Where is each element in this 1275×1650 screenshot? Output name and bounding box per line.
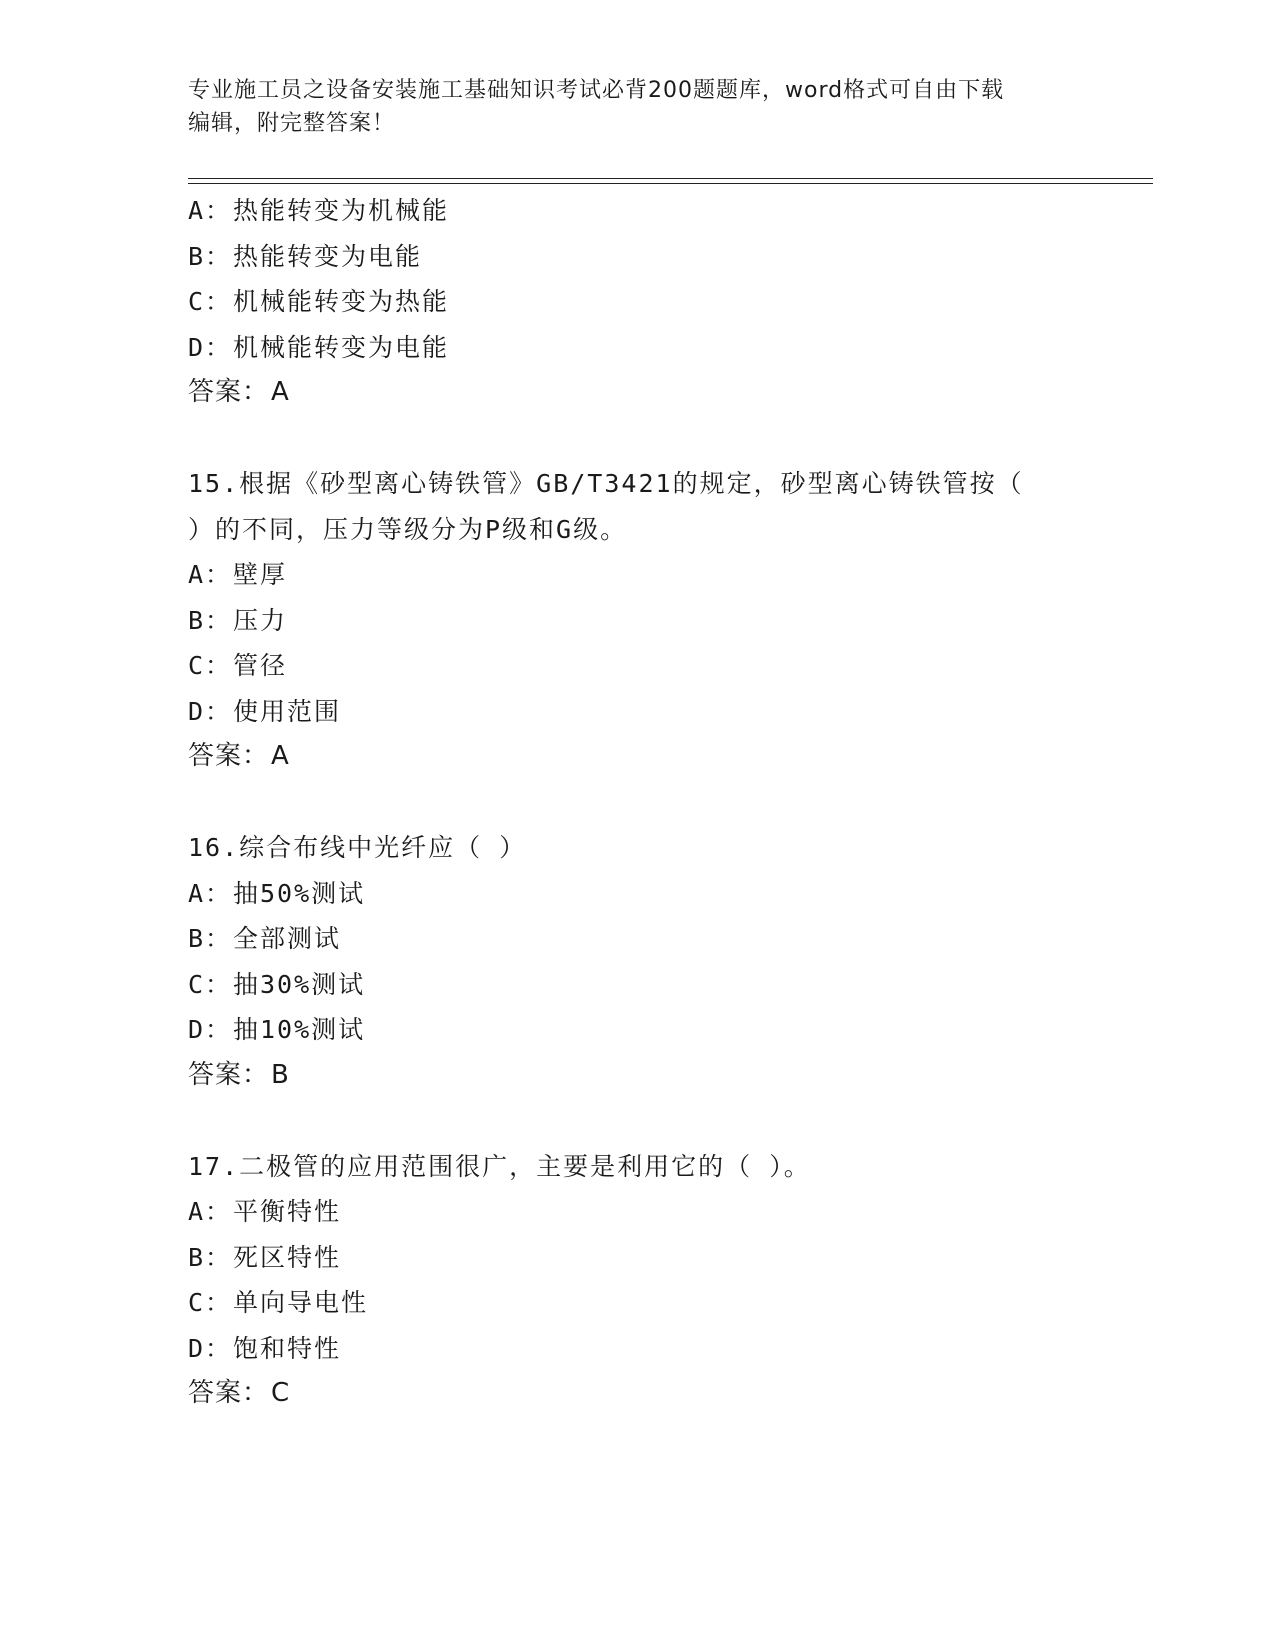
option-b: [188, 598, 1088, 644]
option-letter: B：: [188, 605, 233, 635]
header-line-2: 编辑，附完整答案！: [188, 111, 396, 136]
option-letter: C：: [188, 969, 233, 999]
option-letter: A：: [188, 560, 233, 589]
spacer: [188, 416, 1088, 462]
option-c: [188, 279, 1088, 325]
answer-label: 答案：: [188, 741, 270, 771]
answer-value: B: [271, 1059, 290, 1090]
answer-line: [188, 734, 1088, 780]
option-text: 热能转变为机械能: [233, 196, 450, 225]
answer-value: C: [271, 1378, 291, 1408]
option-text: 热能转变为电能: [233, 241, 423, 271]
option-letter: A：: [188, 878, 233, 908]
question-list: [188, 188, 1088, 1417]
option-text: 使用范围: [233, 696, 342, 726]
question-block-17: [188, 1144, 1088, 1417]
answer-line: [188, 1371, 1088, 1417]
option-text: 机械能转变为电能: [233, 332, 450, 362]
header-line-1: 专业施工员之设备安装施工基础知识考试必背200题题库，word格式可自由下载: [188, 78, 1005, 103]
option-d: [188, 325, 1088, 371]
question-block-16: [188, 825, 1088, 1098]
question-stem-line-2: ）的不同，压力等级分为P级和G级。: [188, 514, 628, 544]
answer-label: 答案：: [188, 1378, 270, 1408]
question-stem-line-1: 16.综合布线中光纤应（ ）: [188, 833, 527, 862]
option-letter: A：: [188, 196, 233, 225]
option-text: 平衡特性: [233, 1197, 342, 1226]
option-text: 死区特性: [233, 1242, 342, 1272]
answer-label: 答案：: [188, 1059, 270, 1090]
option-a: [188, 552, 1088, 598]
option-letter: D：: [188, 332, 233, 362]
option-text: 抽50%测试: [233, 878, 366, 908]
question-stem-line-1: 17.二极管的应用范围很广，主要是利用它的（ ）。: [188, 1151, 811, 1181]
document-header: [188, 74, 1068, 140]
option-letter: B：: [188, 924, 233, 953]
answer-value: A: [271, 741, 290, 771]
option-a: [188, 188, 1088, 234]
option-text: 管径: [233, 651, 288, 680]
option-letter: D：: [188, 696, 233, 726]
option-b: [188, 1235, 1088, 1281]
option-b: [188, 916, 1088, 962]
option-c: [188, 643, 1088, 689]
option-text: 机械能转变为热能: [233, 287, 450, 316]
option-letter: D：: [188, 1015, 233, 1044]
option-text: 单向导电性: [233, 1288, 369, 1317]
header-divider-bottom: [188, 183, 1153, 184]
question-block-continued: [188, 188, 1088, 416]
header-divider-top: [188, 178, 1153, 179]
option-letter: C：: [188, 651, 233, 680]
option-c: [188, 962, 1088, 1008]
question-block-15: [188, 461, 1088, 780]
option-letter: D：: [188, 1333, 233, 1363]
option-text: 饱和特性: [233, 1333, 342, 1363]
option-a: [188, 871, 1088, 917]
option-letter: C：: [188, 1288, 233, 1317]
answer-line: [188, 370, 1088, 416]
option-d: [188, 1326, 1088, 1372]
answer-line: [188, 1053, 1088, 1099]
spacer: [188, 1098, 1088, 1144]
option-c: [188, 1280, 1088, 1326]
option-letter: C：: [188, 287, 233, 316]
option-letter: B：: [188, 1242, 233, 1272]
answer-value: A: [271, 377, 290, 407]
option-text: 全部测试: [233, 924, 342, 953]
option-text: 抽10%测试: [233, 1015, 366, 1044]
option-letter: A：: [188, 1197, 233, 1226]
option-d: [188, 1007, 1088, 1053]
question-stem-line-1: 15.根据《砂型离心铸铁管》GB/T3421的规定，砂型离心铸铁管按（: [188, 469, 1024, 498]
option-letter: B：: [188, 241, 233, 271]
answer-label: 答案：: [188, 377, 270, 407]
option-text: 抽30%测试: [233, 969, 366, 999]
option-a: [188, 1189, 1088, 1235]
option-text: 压力: [233, 605, 288, 635]
option-text: 壁厚: [233, 560, 288, 589]
option-b: [188, 234, 1088, 280]
spacer: [188, 780, 1088, 826]
option-d: [188, 689, 1088, 735]
